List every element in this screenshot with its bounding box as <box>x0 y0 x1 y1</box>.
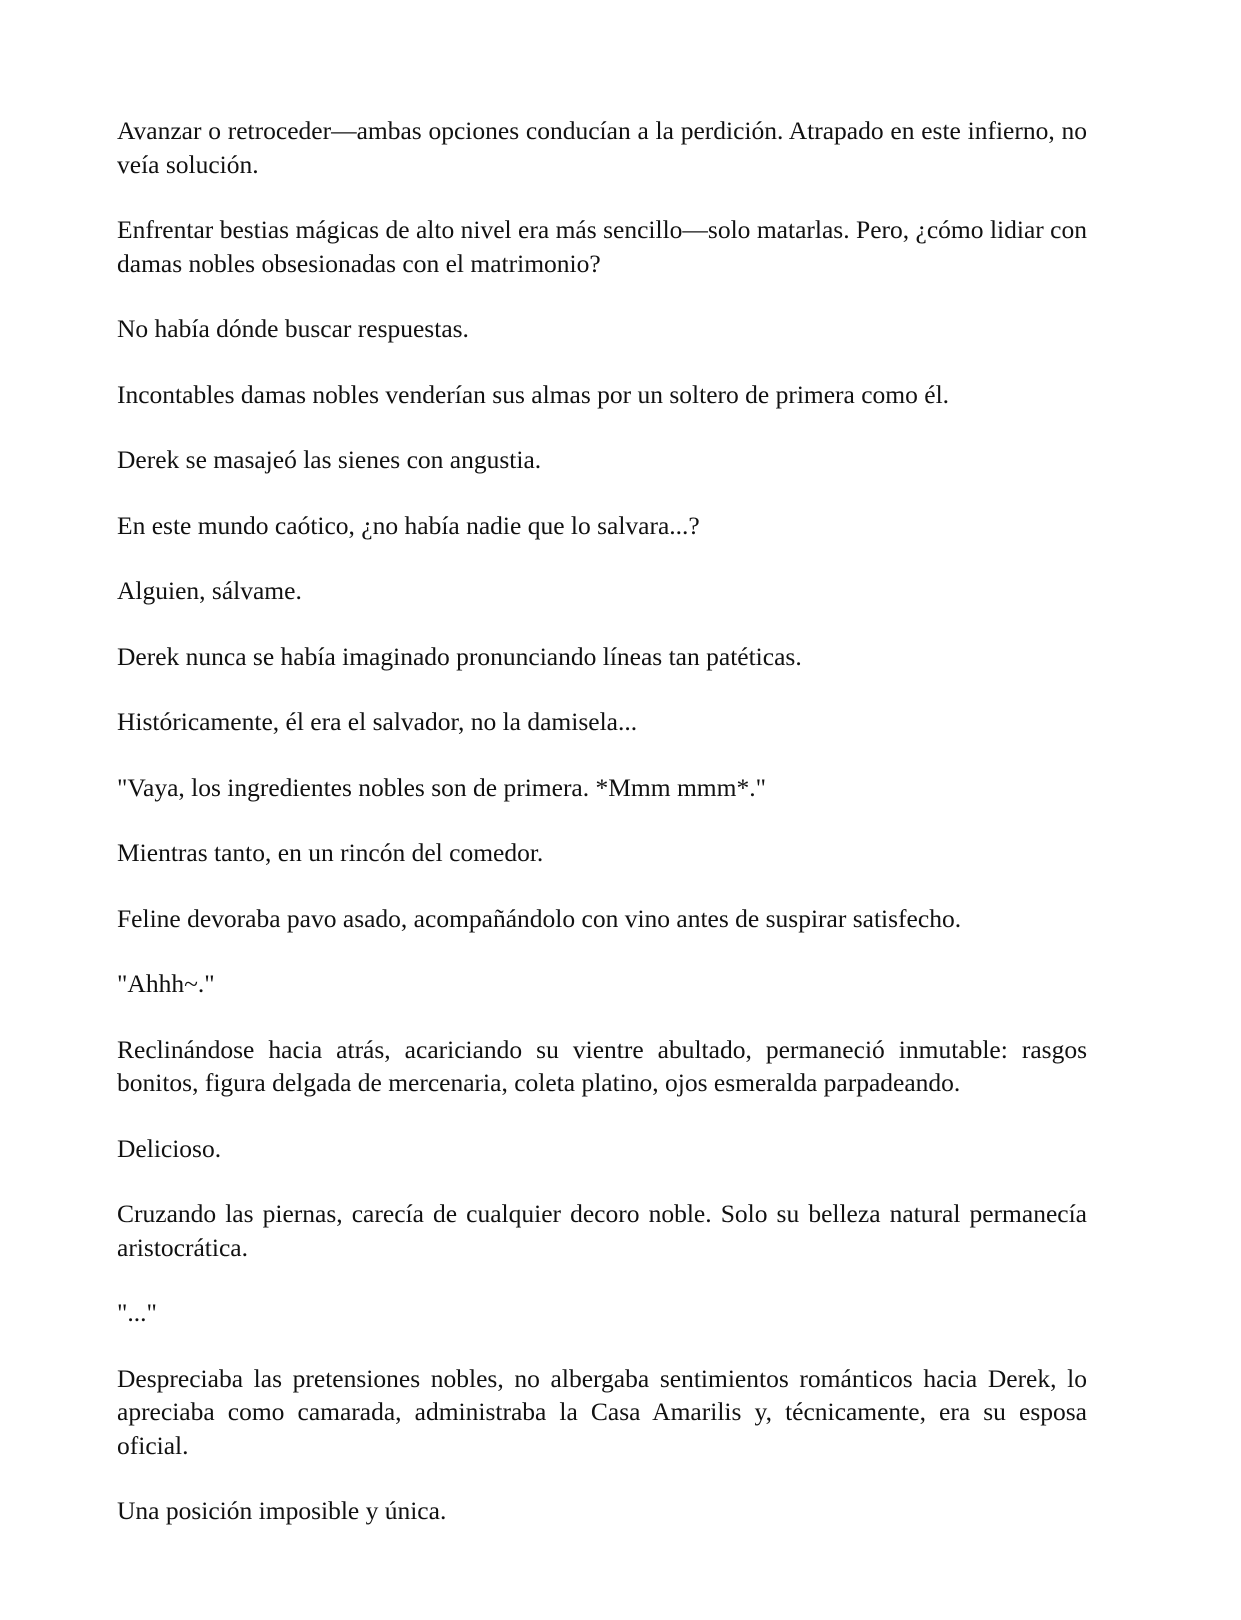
paragraph: Feline devoraba pavo asado, acompañándolo con vino antes de suspirar satisfecho. <box>117 903 962 933</box>
paragraph: En este mundo caótico, ¿no había nadie que lo salvara...? <box>117 510 700 540</box>
paragraph: Avanzar o retroceder—ambas opciones conducían a la perdición. Atrapado en este infierno, no veía solución. <box>117 116 1087 179</box>
document-body <box>117 114 1087 1528</box>
paragraph: Incontables damas nobles venderían sus almas por un soltero de primera como él. <box>117 379 950 409</box>
paragraph: Reclinándose hacia atrás, acariciando su vientre abultado, permaneció inmutable: rasgos bonitos, figura delgada de mercenaria, coleta platino, ojos esmeralda parpadeando. <box>117 1034 1087 1097</box>
paragraph: Una posición imposible y única. <box>117 1496 447 1525</box>
paragraph: No había dónde buscar respuestas. <box>117 314 469 343</box>
paragraph: Derek nunca se había imaginado pronunciando líneas tan patéticas. <box>117 641 802 671</box>
paragraph: Cruzando las piernas, carecía de cualquier decoro noble. Solo su belleza natural permanecía aristocrática. <box>117 1199 1087 1262</box>
paragraph: Despreciaba las pretensiones nobles, no albergaba sentimientos románticos hacia Derek, lo apreciaba como camarada, administraba la Casa Amarilis y, técnicamente, era su esposa oficial. <box>117 1363 1087 1460</box>
paragraph: "Vaya, los ingredientes nobles son de primera. *Mmm mmm*." <box>117 772 767 802</box>
paragraph: Enfrentar bestias mágicas de alto nivel era más sencillo—solo matarlas. Pero, ¿cómo lidiar con damas nobles obsesionadas con el matrimonio? <box>117 215 1087 278</box>
paragraph: "Ahhh~." <box>117 969 215 998</box>
paragraph: Delicioso. <box>117 1133 222 1163</box>
paragraph: Históricamente, él era el salvador, no la damisela... <box>117 707 638 736</box>
paragraph: Alguien, sálvame. <box>117 576 302 605</box>
paragraph: Mientras tanto, en un rincón del comedor. <box>117 838 544 867</box>
paragraph: Derek se masajeó las sienes con angustia. <box>117 445 542 474</box>
paragraph: "..." <box>117 1298 157 1327</box>
